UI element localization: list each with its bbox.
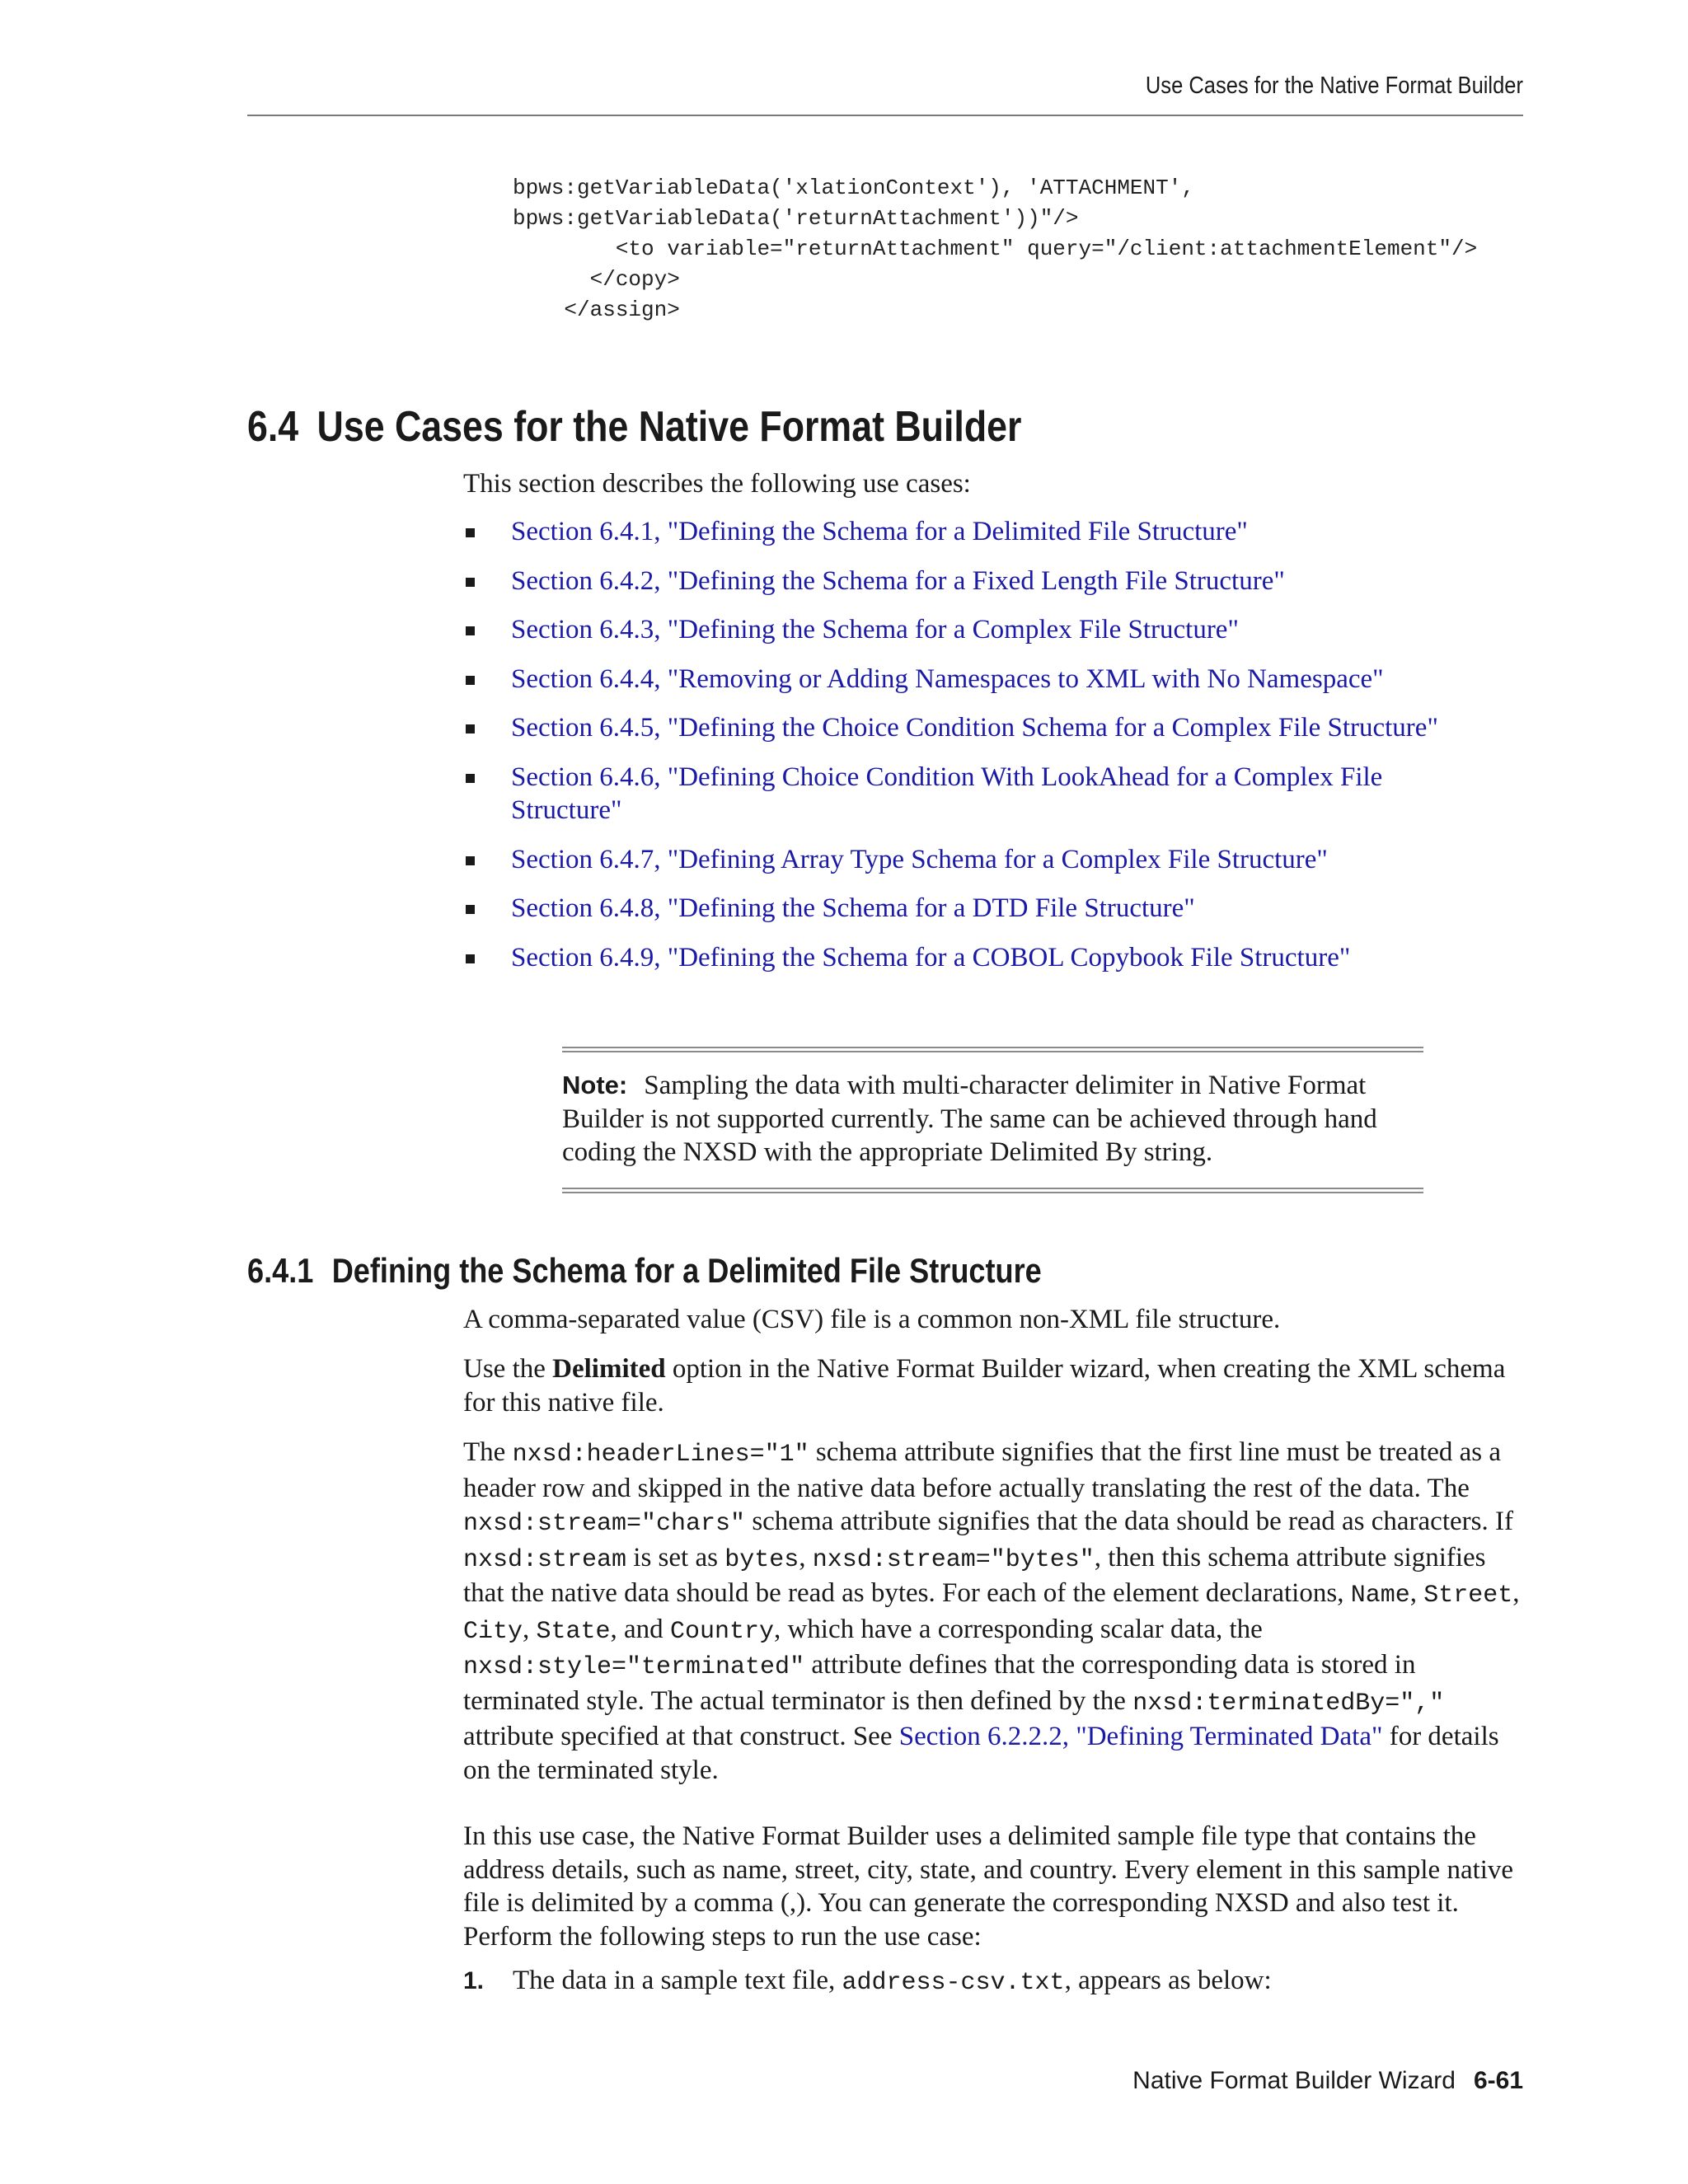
inline-code: nxsd:terminatedBy="," <box>1132 1689 1445 1718</box>
section-heading <box>247 402 1021 452</box>
text-run: , <box>1409 1578 1424 1608</box>
code-line: <to variable="returnAttachment" query="/client:attachmentElement"/> <box>513 237 1478 261</box>
note-label: Note: <box>562 1071 628 1099</box>
code-line: </assign> <box>513 298 680 322</box>
subsection-number: 6.4.1 <box>247 1251 314 1290</box>
page-footer <box>247 2067 1523 2095</box>
section-intro: This section describes the following use cases: <box>463 469 971 499</box>
bullet-icon <box>466 578 475 587</box>
inline-code: address-csv.txt <box>842 1969 1065 1997</box>
paragraph-schema-attributes <box>463 1436 1526 1787</box>
list-item <box>463 515 1526 549</box>
paragraph-use-case-description: In this use case, the Native Format Builder uses a delimited sample file type that contains the address details, such as name, street, city, state, and country. Every element in this sample native file is delimited by a comma (,). You can generate the corresponding NXSD and also test it. Perform the following steps to run the use case: <box>463 1821 1514 1952</box>
text-run: , appears as below: <box>1064 1966 1272 1995</box>
link-section-6-4-7[interactable]: Section 6.4.7, "Defining Array Type Schema for a Complex File Structure" <box>511 844 1328 874</box>
section-title: Use Cases for the Native Format Builder <box>316 403 1022 451</box>
text-run: , <box>1512 1578 1520 1608</box>
text-run: , <box>799 1542 813 1572</box>
section-number: 6.4 <box>247 403 299 451</box>
bullet-icon <box>466 528 475 537</box>
text-run: , <box>523 1614 537 1644</box>
bullet-icon <box>466 774 475 783</box>
list-item <box>463 613 1526 647</box>
note-body <box>562 1052 1423 1188</box>
text-run: option in the Native Format Builder wizard, when creating the XML schema for this native file. <box>463 1354 1506 1418</box>
bullet-icon <box>466 676 475 685</box>
link-section-6-4-3[interactable]: Section 6.4.3, "Defining the Schema for a Complex File Structure" <box>511 615 1239 644</box>
bullet-icon <box>466 954 475 963</box>
header-rule <box>247 115 1523 116</box>
link-section-6-4-9[interactable]: Section 6.4.9, "Defining the Schema for a COBOL Copybook File Structure" <box>511 942 1351 972</box>
list-item <box>463 761 1484 827</box>
link-section-6-4-5[interactable]: Section 6.4.5, "Defining the Choice Condition Schema for a Complex File Structure" <box>511 713 1438 743</box>
inline-code: bytes <box>724 1545 799 1574</box>
code-line: bpws:getVariableData('returnAttachment'))"/> <box>513 206 1079 231</box>
text-run: attribute defines that the corresponding data is stored in terminated style. The actual terminator is then defined by the <box>463 1650 1416 1716</box>
text-run: , then this schema attribute signifies that the native data should be read as bytes. For each of the element declarations, <box>463 1542 1486 1608</box>
code-line: </copy> <box>513 267 680 292</box>
page-number: 6-61 <box>1473 2067 1523 2094</box>
inline-code: City <box>463 1617 523 1646</box>
paragraph-csv: A comma-separated value (CSV) file is a common non-XML file structure. <box>463 1305 1281 1334</box>
text-run: schema attribute signifies that the data should be read as characters. If <box>745 1507 1513 1536</box>
bold-term: Delimited <box>552 1354 666 1384</box>
link-section-6-4-8[interactable]: Section 6.4.8, "Defining the Schema for a DTD File Structure" <box>511 893 1195 923</box>
subsection-title: Defining the Schema for a Delimited File Structure <box>331 1251 1042 1290</box>
inline-code: nxsd:style="terminated" <box>463 1653 805 1681</box>
list-item <box>463 565 1526 598</box>
list-item <box>463 941 1526 975</box>
note-bottom-rule <box>562 1188 1423 1193</box>
text-run: Use the <box>463 1354 553 1384</box>
inline-code: Street <box>1423 1582 1513 1610</box>
paragraph-delimited-option <box>463 1352 1526 1419</box>
bullet-icon <box>466 724 475 733</box>
inline-code: nxsd:stream="bytes" <box>812 1545 1095 1574</box>
use-case-list <box>463 515 1526 974</box>
bullet-icon <box>466 905 475 914</box>
code-line: bpws:getVariableData('xlationContext'), 'ATTACHMENT', <box>513 176 1194 200</box>
link-section-6-4-1[interactable]: Section 6.4.1, "Defining the Schema for a Delimited File Structure" <box>511 517 1248 546</box>
note-top-rule <box>562 1047 1423 1052</box>
inline-code: nxsd:headerLines="1" <box>512 1441 809 1469</box>
link-defining-terminated-data[interactable]: Section 6.2.2.2, "Defining Terminated Data" <box>898 1722 1383 1751</box>
note-text: Sampling the data with multi-character delimiter in Native Format Builder is not supported currently. The same can be achieved through hand coding the NXSD with the appropriate Delimited By string. <box>562 1071 1377 1167</box>
bullet-icon <box>466 626 475 635</box>
code-block <box>513 173 1477 326</box>
text-run: attribute specified at that construct. See <box>463 1722 899 1751</box>
text-run: The data in a sample text file, <box>513 1966 842 1995</box>
text-run: , which have a corresponding scalar data, the <box>773 1614 1263 1644</box>
note-box <box>562 1047 1423 1193</box>
inline-code: nxsd:stream <box>463 1545 627 1574</box>
inline-code: Country <box>669 1617 774 1646</box>
text-run: , and <box>610 1614 670 1644</box>
subsection-heading <box>247 1251 1042 1291</box>
text-run: schema attribute signifies that the first line must be treated as a header row and skipped in the native data before actually translating the rest of the data. The <box>463 1437 1502 1503</box>
footer-book-title: Native Format Builder Wizard <box>1132 2067 1456 2094</box>
list-item <box>463 843 1526 877</box>
list-item <box>463 711 1451 745</box>
step-number: 1. <box>463 1967 485 1994</box>
text-run: for details on the terminated style. <box>463 1722 1499 1785</box>
link-section-6-4-4[interactable]: Section 6.4.4, "Removing or Adding Namespaces to XML with No Namespace" <box>511 663 1384 694</box>
link-section-6-4-6[interactable]: Section 6.4.6, "Defining Choice Condition With LookAhead for a Complex File Structure" <box>511 762 1383 825</box>
link-section-6-4-2[interactable]: Section 6.4.2, "Defining the Schema for a Fixed Length File Structure" <box>511 565 1285 596</box>
running-header: Use Cases for the Native Format Builder <box>1145 73 1523 99</box>
list-item <box>463 663 1526 696</box>
list-item <box>463 892 1526 926</box>
text-run: is set as <box>626 1542 725 1572</box>
bullet-icon <box>466 856 475 865</box>
text-run: The <box>463 1437 513 1467</box>
inline-code: Name <box>1350 1582 1410 1610</box>
inline-code: nxsd:stream="chars" <box>463 1510 746 1538</box>
step-1 <box>463 1964 1526 2000</box>
inline-code: State <box>536 1617 611 1646</box>
